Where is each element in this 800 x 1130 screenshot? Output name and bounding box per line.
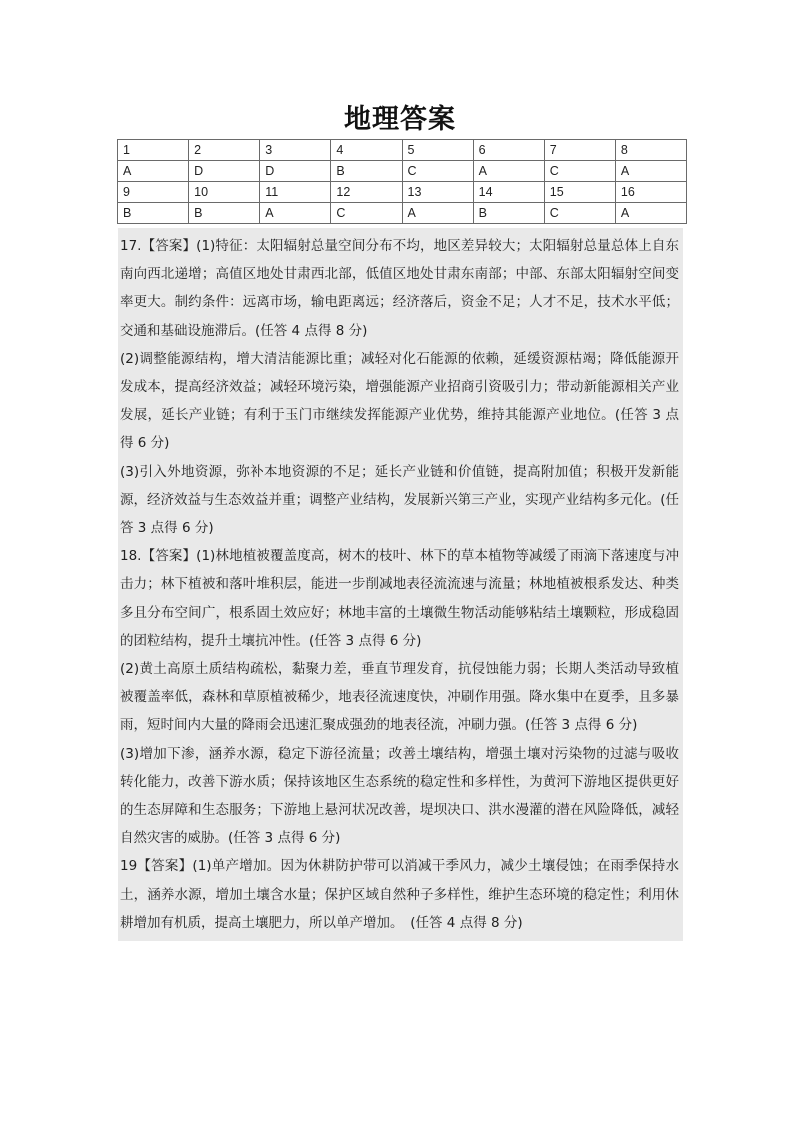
answer-text: (3)引入外地资源，弥补本地资源的不足；延长产业链和价值链，提高附加值；积极开发新能源，经济效益与生态效益并重；调整产业结构，发展新兴第三产业，实现产业结构多元化。(任答 3 点得 6 分) — [120, 463, 679, 537]
answer-explanations — [118, 228, 683, 941]
answer-17-part2 — [118, 345, 683, 458]
answer-cell: A — [118, 161, 189, 182]
question-number-cell: 10 — [189, 182, 260, 203]
answer-text: (1)特征：太阳辐射总量空间分布不均，地区差异较大；太阳辐射总量总体上自东南向西北递增；高值区地处甘肃西北部，低值区地处甘肃东南部；中部、东部太阳辐射空间变率更大。制约条件：远离市场，输电距离远；经济落后，资金不足；人才不足，技术水平低；交通和基础设施滞后。(任答 4 点得 8 分) — [120, 238, 679, 339]
question-number-cell: 2 — [189, 140, 260, 161]
answer-row — [118, 161, 687, 182]
answer-key-table — [117, 139, 687, 224]
answer-cell: B — [331, 161, 402, 182]
question-number-cell: 4 — [331, 140, 402, 161]
question-number-cell: 5 — [402, 140, 473, 161]
question-number-cell: 14 — [473, 182, 544, 203]
answer-cell: C — [331, 203, 402, 224]
answer-cell: C — [544, 203, 615, 224]
answer-19-part1 — [118, 852, 683, 937]
answer-cell: A — [402, 203, 473, 224]
question-label: 19【答案】 — [120, 858, 193, 875]
answer-text: (2)调整能源结构，增大清洁能源比重；减轻对化石能源的依赖，延缓资源枯竭；降低能源开发成本，提高经济效益；减轻环境污染，增强能源产业招商引资吸引力；带动新能源相关产业发展，延长产业链；有利于玉门市继续发挥能源产业优势，维持其能源产业地位。(任答 3 点得 6 分) — [120, 350, 679, 452]
answer-cell: A — [260, 203, 331, 224]
question-number-cell: 6 — [473, 140, 544, 161]
question-number-cell: 9 — [118, 182, 189, 203]
answer-cell: A — [615, 203, 686, 224]
page-title: 地理答案 — [344, 104, 456, 135]
question-number-cell: 11 — [260, 182, 331, 203]
question-number-cell: 15 — [544, 182, 615, 203]
question-number-cell: 1 — [118, 140, 189, 161]
answer-18-part1 — [118, 542, 683, 655]
answer-cell: B — [473, 203, 544, 224]
question-number-cell: 13 — [402, 182, 473, 203]
answer-cell: D — [189, 161, 260, 182]
answer-text: (3)增加下渗，涵养水源，稳定下游径流量；改善土壤结构，增强土壤对污染物的过滤与吸收转化能力，改善下游水质；保持该地区生态系统的稳定性和多样性，为黄河下游地区提供更好的生态屏障和生态服务；下游地上悬河状况改善，堤坝决口、洪水漫灌的潜在风险降低，减轻自然灾害的威胁。(任答 3 点得 6 分) — [120, 745, 679, 847]
answer-cell: B — [118, 203, 189, 224]
answer-cell: A — [473, 161, 544, 182]
question-label: 17.【答案】 — [120, 238, 197, 254]
answer-cell: C — [402, 161, 473, 182]
answer-17-part1 — [118, 232, 683, 345]
answer-text: (1)单产增加。因为休耕防护带可以消减干季风力，减少土壤侵蚀；在雨季保持水土，涵养水源，增加土壤含水量；保护区域自然种子多样性，维护生态环境的稳定性；利用休耕增加有机质，提高土壤肥力，所以单产增加。 (任答 4 点得 8 分) — [120, 858, 679, 931]
question-number-cell: 3 — [260, 140, 331, 161]
answer-cell: B — [189, 203, 260, 224]
question-label: 18.【答案】 — [120, 548, 197, 565]
answer-17-part3 — [118, 458, 683, 543]
question-number-row — [118, 140, 687, 161]
question-number-cell: 8 — [615, 140, 686, 161]
answer-text: (2)黄土高原土质结构疏松，黏聚力差，垂直节理发育，抗侵蚀能力弱；长期人类活动导致植被覆盖率低，森林和草原植被稀少，地表径流速度快，冲刷作用强。降水集中在夏季，且多暴雨，短时间内大量的降雨会迅速汇聚成强劲的地表径流，冲刷力强。(任答 3 点得 6 分) — [120, 661, 679, 734]
answer-cell: C — [544, 161, 615, 182]
answer-text: (1)林地植被覆盖度高，树木的枝叶、林下的草本植物等减缓了雨滴下落速度与冲击力；林下植被和落叶堆积层，能进一步削减地表径流流速与流量；林地植被根系发达、种类多且分布空间广，根系固土效应好；林地丰富的土壤微生物活动能够粘结土壤颗粒，形成稳固的团粒结构，提升土壤抗冲性。(任答 3 点得 6 分) — [120, 548, 679, 649]
answer-18-part2 — [118, 655, 683, 740]
answer-cell: D — [260, 161, 331, 182]
question-number-row — [118, 182, 687, 203]
answer-row — [118, 203, 687, 224]
answer-18-part3 — [118, 740, 683, 853]
question-number-cell: 12 — [331, 182, 402, 203]
question-number-cell: 7 — [544, 140, 615, 161]
answer-cell: A — [615, 161, 686, 182]
question-number-cell: 16 — [615, 182, 686, 203]
